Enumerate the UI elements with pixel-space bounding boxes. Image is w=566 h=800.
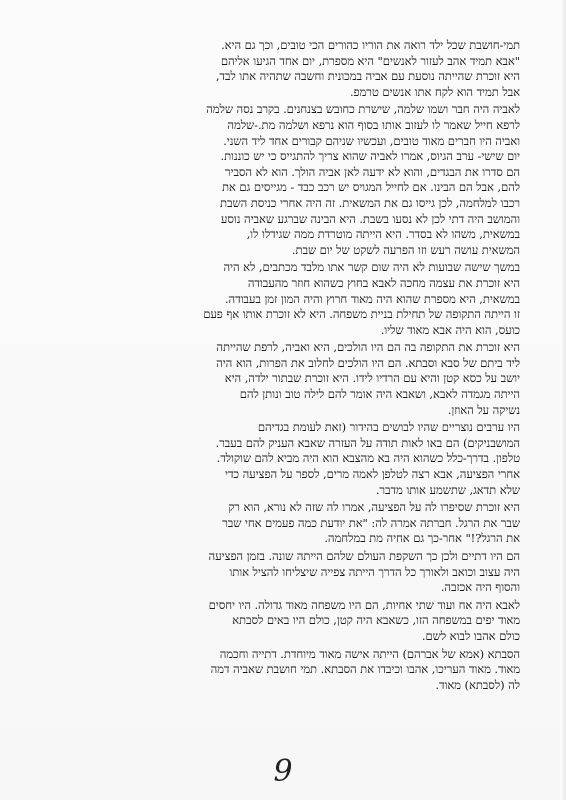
text-line: היא זוכרת את התקופה בה הם היו הולכים, היא ואביה, לרפת שהייתה <box>216 340 520 355</box>
scan-edge <box>560 0 566 800</box>
paragraph <box>68 102 520 258</box>
text-line: זו הייתה התקופה של תחילת בניית משפחה. היא לא זוכרת אותו אף פעם <box>203 307 520 322</box>
text-line: להם, אבל הם הבינו. אם לחייל המגויס יש רכב כבד - מגייסים גם את <box>221 180 520 195</box>
text-line: ואביה היו חברים מאוד טובים, ועכשיו שניהם קבורים אחד ליד השני. <box>223 133 520 148</box>
text-line: לה (לסבתא) מאוד. <box>435 677 520 692</box>
text-line: לאביה היה חבר ושמו שלמה, שישרת כחובש בצנחנים. בקרב נסה שלמה <box>206 102 520 117</box>
text-line: אבל תמיד הוא לקח אתו אנשים טרמפ. <box>349 84 520 99</box>
paragraph <box>68 340 520 418</box>
text-line: הסבתא (אמא של אברהם) הייתה אישה מאוד מיוחדת. דתייה וחכמה <box>219 646 520 661</box>
paragraph <box>68 500 520 547</box>
text-line: המושבניקים) הם באו לאות תודה על העזרה שאבא העניק להם בעבר. <box>215 435 520 450</box>
text-line: והסוף היה אכזבה. <box>440 580 520 595</box>
text-line: כולם אהבו לבוא לשם. <box>421 628 520 643</box>
paragraph <box>68 598 520 645</box>
text-line: שלא תדאג, שתשמע אותו מדבר. <box>375 482 520 497</box>
text-line: המשאית עושה רעש וזו הפרעה לשקט של יום שבת. <box>291 242 520 257</box>
text-line: במשך שישה שבועות לא היה שום קשר אתו מלבד מכתבים, לא היה <box>223 260 520 275</box>
text-line: נשיקה על האוזן. <box>447 402 520 417</box>
text-line: אחרי הפציעה, אבא רצה לטלפן לאמה מרים, לספר על הפציעה כדי <box>225 467 520 482</box>
page-number: 9 <box>273 754 293 789</box>
text-line: היא זוכרת שהייתה נוסעת עם אביה במכונית וחשבה שתהיה אתו לבד, <box>215 69 520 84</box>
paragraph <box>68 647 520 694</box>
text-line: כועס, הוא היה אבא מאוד שליו. <box>380 322 520 337</box>
text-line: יושב על כסא קטן והיא עם הרדיו לידו. היא זוכרת שבתור ילדה, היא <box>224 371 520 386</box>
text-line: טלפון. בדרך-כלל כשהוא היה בא מהצבא הוא היה מביא להם שוקולד. <box>216 451 520 466</box>
text-line: במשאית, היא מספרת שהוא היה מאוד חרוץ והיה המון זמן בעבודה. <box>224 291 520 306</box>
document-body <box>68 38 520 695</box>
text-line: היא זוכרת שסיפרו לה על הפציעה, אמרו לה שזה לא נורא, הוא רק <box>228 500 520 515</box>
text-line: תמי-חושבת שכל ילד רואה את הוריו כהורים הכי טובים, וכך גם היא. <box>221 38 520 52</box>
paragraph <box>68 260 520 338</box>
text-line: לאבא היה אח ועוד שתי אחיות, הם היו משפחה מאוד גדולה. היו יחסים <box>208 597 520 612</box>
text-line: רכבו למלחמה, לכן גייסו גם את המשאית. זה היה אחרי כניסת השבת <box>220 195 520 210</box>
text-line: מאוד. מאוד העריכו, אהבו וכיבדו את הסבתא. תמי חושבת שאביה דמה <box>210 662 520 677</box>
text-line: "אבא תמיד אהב לעזור לאנשים" היא מספרת, יום אחד הגיעו אליהם <box>220 53 520 68</box>
text-line: ליד ביתם של סבא וסבתא. הם היו הולכים לחלוב את הפרות, הוא היה <box>216 355 520 370</box>
text-line: הם סדרו את הבגדים, והוא לא ידעה לאן אביה הולך. הוא לא הסביר <box>224 164 520 179</box>
text-line: יום שישי- ערב הגיוס, אמרו לאביה שהוא צריך להתגייס כי יש כוננות. <box>220 149 520 164</box>
paragraph <box>68 38 520 100</box>
text-line: את הרגל?!" אחר-כך גם אחיה מת במלחמה. <box>324 531 520 546</box>
text-line: הייתה מגמדה לאבא, ושאבא היה אומר להם לילה טוב ונותן להם <box>239 387 520 402</box>
text-line: היה עצוב וכואב ולאורך כל הדרך הייתה צפייה שיצליחו להציל אותו <box>229 564 520 579</box>
text-line: לרפא חייל שאמר לו לעזוב אותו בסוף הוא נרפא ושלמה מת.-שלמה <box>227 117 520 132</box>
paragraph <box>68 420 520 498</box>
text-line: שבר את הרגל. חברתה אמרה לה: "את יודעת כמה פעמים אחי שבר <box>222 515 520 530</box>
text-line: מאוד יפים במשפחה הזו, כשאבא היה קטן, כולם היו באים לסבתא <box>232 613 520 628</box>
text-line: במשאית, משהו לא בסדר. היא הייתה מוטרדת ממה שגידלו לו, <box>246 227 520 242</box>
paragraph <box>68 549 520 596</box>
text-line: היא זוכרת את עצמה מחכה לאבא בחוץ כשהוא חוזר מהעבודה <box>247 275 520 290</box>
text-line: הם היו דתיים ולכן כך השקפת העולם שלהם הייתה שונה. בזמן הפציעה <box>208 549 520 563</box>
text-line: והמושב היה דתי לכן לא נסעו בשבת. היא הבינה שברגע שאביה נוסע <box>220 211 520 226</box>
text-line: היו ערבים נוצריים שהיו לבושים בהידור (זאת לעומת בגדיהם <box>257 420 520 435</box>
